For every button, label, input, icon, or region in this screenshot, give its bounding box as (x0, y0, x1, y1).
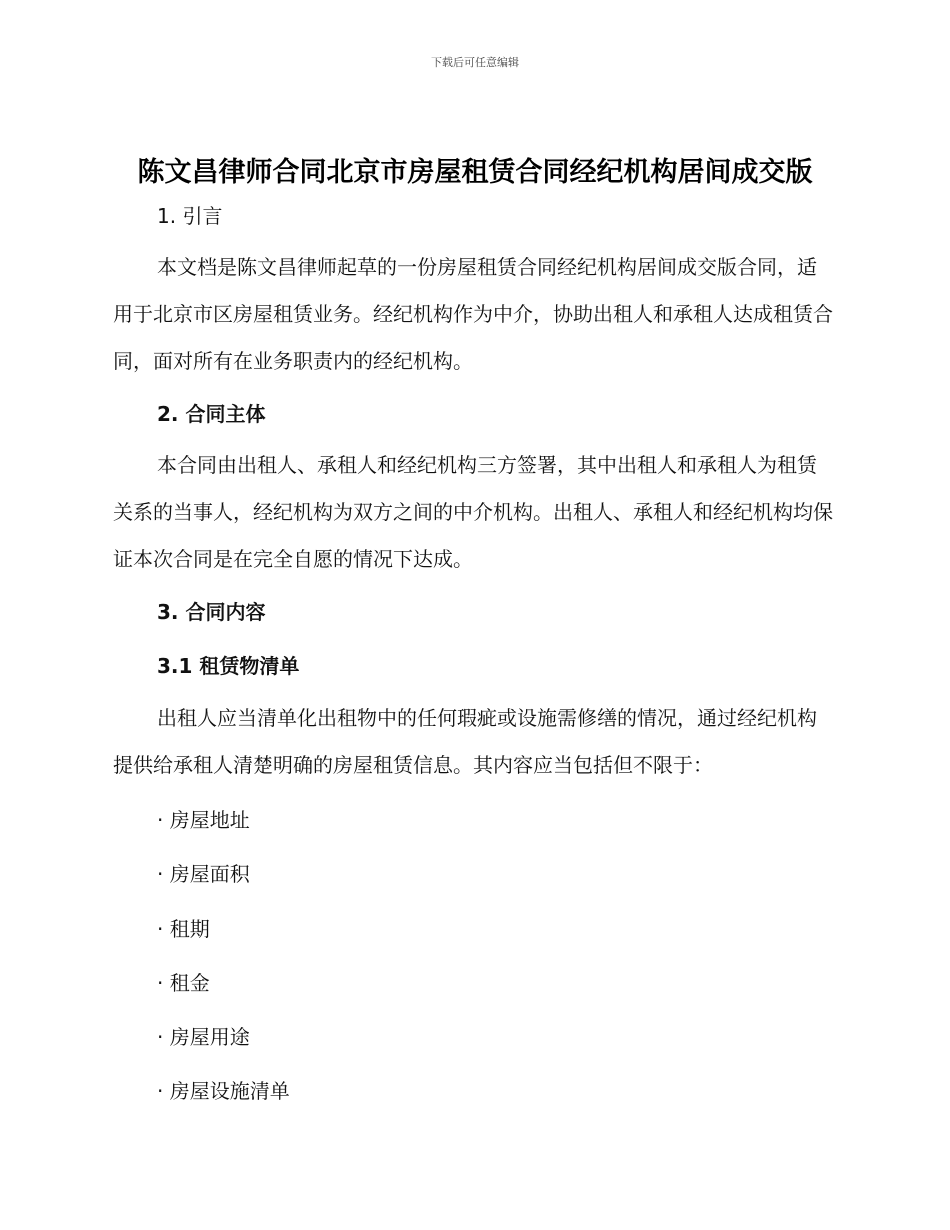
list-item: · 房屋设施清单 (157, 1079, 290, 1103)
section-heading-intro: 1. 引言 (157, 204, 223, 228)
list-item: · 房屋地址 (157, 808, 250, 832)
header-note: 下载后可任意编辑 (431, 56, 519, 69)
subsection-body-lease-items: 出租人应当清单化出租物中的任何瑕疵或设施需修缮的情况，通过经纪机构提供给承租人清楚明确的房屋租赁信息。其内容应当包括但不限于： (113, 706, 817, 777)
subsection-heading-lease-items: 3.1 租赁物清单 (157, 654, 300, 678)
section-body-parties: 本合同由出租人、承租人和经纪机构三方签署，其中出租人和承租人为租赁关系的当事人，经纪机构为双方之间的中介机构。出租人、承租人和经纪机构均保证本次合同是在完全自愿的情况下达成。 (113, 453, 833, 571)
list-item: · 租期 (157, 917, 210, 941)
section-heading-content: 3. 合同内容 (157, 600, 266, 624)
list-item: · 租金 (157, 971, 210, 995)
list-item: · 房屋用途 (157, 1025, 250, 1049)
section-heading-parties: 2. 合同主体 (157, 402, 266, 426)
section-body-intro: 本文档是陈文昌律师起草的一份房屋租赁合同经纪机构居间成交版合同，适用于北京市区房屋租赁业务。经纪机构作为中介，协助出租人和承租人达成租赁合同，面对所有在业务职责内的经纪机构。 (113, 255, 833, 373)
list-item: · 房屋面积 (157, 862, 250, 886)
document-title: 陈文昌律师合同北京市房屋租赁合同经纪机构居间成交版 (137, 157, 813, 188)
